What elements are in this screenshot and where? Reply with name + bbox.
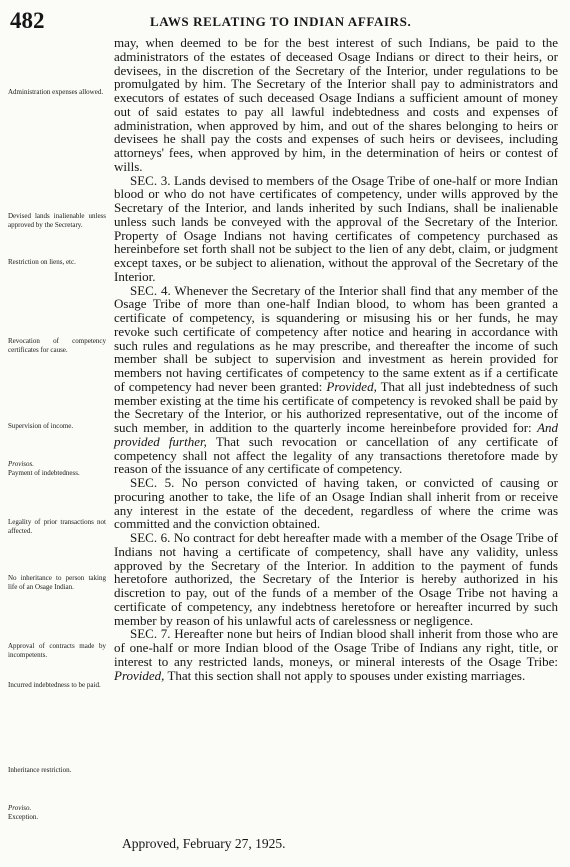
margin-note: Restriction on liens, etc. — [8, 258, 76, 266]
proviso-emphasis: Provided, — [114, 667, 165, 683]
approval-date: Approved, February 27, 1925. — [122, 836, 286, 851]
sec-7-proviso-text: That this section shall not apply to spouses under existing marriages. — [167, 667, 526, 683]
margin-note-label: Provisos. — [8, 460, 34, 468]
margin-note: Revocation of competency certificates for cause. — [8, 337, 106, 354]
sec-7-text: SEC. 7. Hereafter none but heirs of Indian blood shall inherit from those who are of one-half or more Indian blood of the Osage Tribe of Indians any right, title, or interest to any restricted lands, moneys, or mineral interests of the Osage Tribe: — [114, 626, 558, 669]
margin-note-label: Proviso. — [8, 804, 32, 812]
margin-note: Supervision of income. — [8, 422, 74, 430]
sec-4-further-text: That such revocation or cancellation of any certificate of competency shall not affect the legality of any transactions theretofore made by reason of the issuance of any certificate of competency. — [114, 433, 559, 477]
paragraph-administration: may, when deemed to be for the best interest of such Indians, be paid to the administrators of the estates of deceased Osage Indians or direct to their heirs, or devisees, in the discretion of the Secretary of the Interior, under regulations to be promulgated by him. The Secretary of the Interior shall pay to administrators and executors of estates of such deceased Osage Indians a sufficient amount of money out of said estates to pay all lawful indebtedness and costs and expenses of administration, when approved by him, and out of the shares belonging to heirs or devisees he shall pay the costs and expenses of such heirs or devisees, including attorneys' fees, when approved by him, in the determination of heirs or contest of wills. — [114, 35, 558, 174]
margin-note: Legality of prior transactions not affected. — [8, 518, 106, 535]
margin-note-text: Exception. — [8, 813, 39, 821]
proviso-emphasis: And provided further, — [114, 420, 559, 449]
proviso-emphasis: Provided, — [326, 378, 377, 394]
running-title: LAWS RELATING TO INDIAN AFFAIRS. — [150, 14, 412, 29]
paragraph-sec-7 — [114, 627, 558, 682]
sec-4-text: SEC. 4. Whenever the Secretary of the Interior shall find that any member of the Osage Tribe of more than one-half Indian blood, to whom has been granted a certificate of competency, is squandering or misusing his or her funds, he may revoke such certificate of competency after notice and hearing in accordance with such rules and regulations as he may prescribe, and thereafter the income of such member shall be subject to supervision and investment as herein provided for members not having certificates of competency to the same extent as if a certificate of competency had never been granted: — [114, 282, 558, 394]
margin-note: No inheritance to person taking life of an Osage Indian. — [8, 574, 106, 591]
paragraph-sec-5: SEC. 5. No person convicted of having taken, or convicted of causing or procuring another to take, the life of an Osage Indian shall inherit from or receive any interest in the estate of the decedent, regardless of where the crime was committed and the conviction obtained. — [114, 475, 558, 532]
sec-4-proviso-text: That all just indebtedness of such member existing at the time his certificate of competency is revoked shall be paid by the Secretary of the Interior, or his authorized representative, out of the income of such member, in addition to the quarterly income hereinbefore provided for: — [114, 378, 558, 435]
page-number: 482 — [10, 8, 45, 33]
statute-text — [114, 36, 558, 682]
paragraph-sec-3: SEC. 3. Lands devised to members of the Osage Tribe of one-half or more Indian blood or who do not have certificates of competency, under wills approved by the Secretary of the Interior, and lands inherited by such Indians, shall be inalienable unless such lands be conveyed with the approval of the Secretary of the Interior. Property of Osage Indians not having certificates of competency purchased as hereinbefore set forth shall not be subject to the lien of any debt, claim, or judgment except taxes, or be subject to alienation, without the approval of the Secretary of the Interior. — [114, 172, 558, 284]
paragraph-sec-6: SEC. 6. No contract for debt hereafter made with a member of the Osage Tribe of Indians not having a certificate of competency, shall have any validity, unless approved by the Secretary of the Interior. In addition to the payment of funds heretofore authorized, the Secretary of the Interior is hereby authorized in his discretion to pay, out of the funds of a member of the Osage Tribe not having a certificate of competency, any indebtness heretofore or hereafter incurred by such member by reason of his unlawful acts of carelessness or negligence. — [114, 530, 558, 628]
page-header — [10, 8, 558, 34]
paragraph-sec-4 — [114, 284, 558, 477]
margin-note: Devised lands inalienable unless approved by the Secretary. — [8, 212, 106, 229]
margin-note: Approval of contracts made by incompetents. — [8, 642, 106, 659]
margin-note-text: Payment of indebtedness. — [8, 469, 80, 477]
margin-note — [8, 460, 106, 478]
margin-note — [8, 804, 106, 822]
margin-note: Incurred indebtedness to be paid. — [8, 681, 101, 689]
margin-note: Administration expenses allowed. — [8, 88, 104, 96]
margin-note: Inheritance restriction. — [8, 766, 72, 774]
